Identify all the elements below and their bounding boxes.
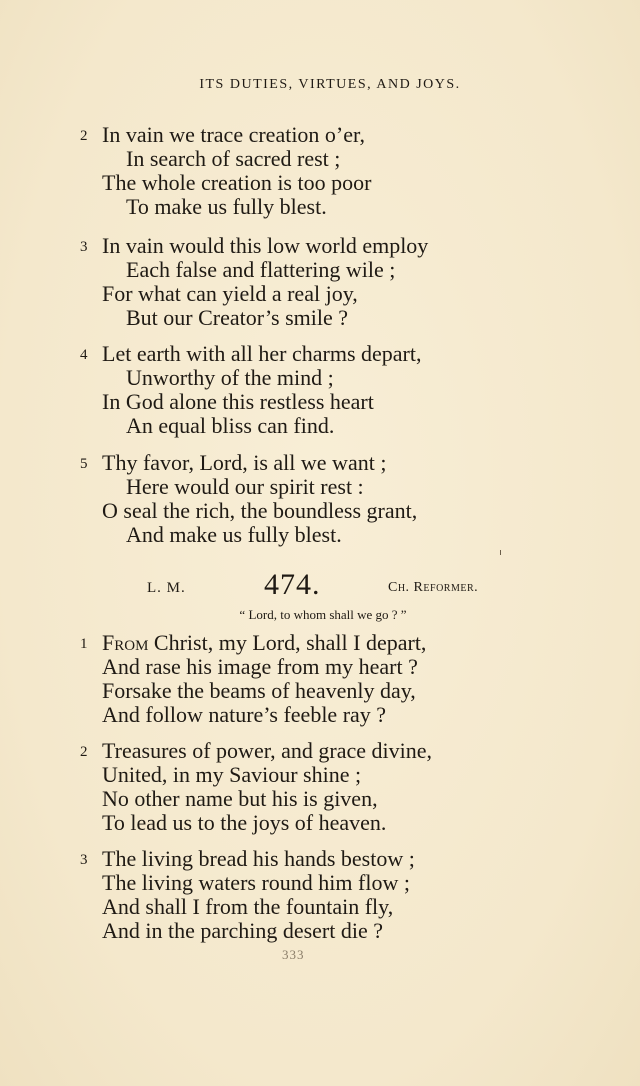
stanza-line — [80, 787, 600, 811]
stanza-line — [80, 258, 600, 282]
stanza-line — [80, 282, 600, 306]
stanza-line — [80, 655, 600, 679]
stanza-line — [80, 342, 600, 366]
stanza-number: 4 — [80, 347, 88, 363]
stanza-line — [80, 763, 600, 787]
stanza-line — [80, 679, 600, 703]
line-text: In vain would this low world employ — [102, 233, 429, 258]
hymn-stanza-1 — [80, 631, 600, 727]
line-text — [102, 631, 426, 655]
line-text: Each false and flattering wile ; — [126, 257, 396, 282]
stanza-line — [80, 306, 600, 330]
line-text: To lead us to the joys of heaven. — [102, 810, 387, 835]
hymn-stanza-3 — [80, 847, 600, 943]
line-text: The living bread his hands bestow ; — [102, 846, 415, 871]
stanza-line — [80, 414, 600, 438]
stanza-line — [80, 451, 600, 475]
stanza-line — [80, 499, 600, 523]
stanza-line — [80, 523, 600, 547]
stanza-line — [80, 811, 600, 835]
line-text: An equal bliss can find. — [126, 413, 335, 438]
stanza-line — [80, 366, 600, 390]
first-word: From — [102, 630, 149, 655]
line-text: And in the parching desert die ? — [102, 918, 384, 943]
line-text: In God alone this restless heart — [102, 389, 374, 414]
stanza-number: 2 — [80, 128, 88, 144]
stanza-prev-3 — [80, 234, 600, 330]
line-text: Forsake the beams of heavenly day, — [102, 678, 416, 703]
stanza-line — [80, 475, 600, 499]
line-text: Let earth with all her charms depart, — [102, 341, 422, 366]
hymn-stanza-2 — [80, 739, 600, 835]
stanza-number: 3 — [80, 852, 88, 868]
stanza-prev-4 — [80, 342, 600, 438]
line-text: O seal the rich, the boundless grant, — [102, 498, 418, 523]
line-text: The whole creation is too poor — [102, 170, 372, 195]
line-text: And make us fully blest. — [126, 522, 342, 547]
line-text: And follow nature’s feeble ray ? — [102, 702, 387, 727]
line-text: No other name but his is given, — [102, 786, 378, 811]
line-text: In vain we trace creation o’er, — [102, 122, 365, 147]
stanza-line — [80, 919, 600, 943]
stanza-prev-2 — [80, 123, 600, 219]
hymn-meter: L. M. — [147, 580, 186, 596]
stanza-line — [80, 147, 600, 171]
line-text: And shall I from the fountain fly, — [102, 894, 394, 919]
line-text: In search of sacred rest ; — [126, 146, 341, 171]
stanza-number: 3 — [80, 239, 88, 255]
line-text: To make us fully blest. — [126, 194, 327, 219]
stanza-prev-5 — [80, 451, 600, 547]
stanza-number: 5 — [80, 456, 88, 472]
stanza-number: 1 — [80, 636, 88, 652]
line-text: United, in my Saviour shine ; — [102, 762, 362, 787]
line-text: Here would our spirit rest : — [126, 474, 364, 499]
hymn-tune: Ch. Reformer. — [388, 580, 479, 595]
stanza-line — [80, 703, 600, 727]
line-text: Treasures of power, and grace divine, — [102, 738, 433, 763]
hymn-header — [0, 568, 640, 608]
stanza-line — [80, 871, 600, 895]
page-number: 333 — [282, 947, 305, 962]
stanza-line — [80, 234, 600, 258]
print-speck — [500, 550, 501, 555]
line-text: And rase his image from my heart ? — [102, 654, 418, 679]
line-text: Unworthy of the mind ; — [126, 365, 334, 390]
line-text: Thy favor, Lord, is all we want ; — [102, 450, 387, 475]
stanza-line — [80, 123, 600, 147]
line-text: But our Creator’s smile ? — [126, 305, 348, 330]
stanza-line — [80, 171, 600, 195]
stanza-line — [80, 847, 600, 871]
stanza-line — [80, 895, 600, 919]
stanza-line — [80, 390, 600, 414]
line-text: For what can yield a real joy, — [102, 281, 358, 306]
stanza-line — [80, 631, 600, 655]
line-text: The living waters round him flow ; — [102, 870, 410, 895]
stanza-line — [80, 739, 600, 763]
stanza-line — [80, 195, 600, 219]
hymn-number: 474. — [264, 568, 321, 601]
running-head: ITS DUTIES, VIRTUES, AND JOYS. — [199, 77, 461, 92]
stanza-number: 2 — [80, 744, 88, 760]
hymn-epigraph: “ Lord, to whom shall we go ? ” — [239, 607, 407, 622]
line-rest: Christ, my Lord, shall I depart, — [148, 630, 427, 655]
